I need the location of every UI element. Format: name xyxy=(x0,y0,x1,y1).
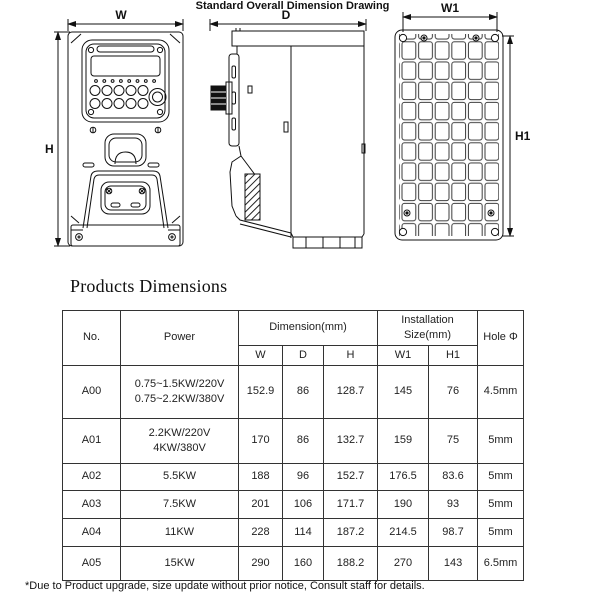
front-bottom-bar xyxy=(71,225,180,246)
cell-install-w1: 176.5 xyxy=(378,463,429,490)
cell-width: 152.9 xyxy=(239,365,283,418)
cell-install-w1: 145 xyxy=(378,365,429,418)
cell-depth: 96 xyxy=(283,463,324,490)
cell-install-h1: 76 xyxy=(429,365,478,418)
cell-height: 187.2 xyxy=(324,518,378,546)
cell-width: 170 xyxy=(239,418,283,463)
cell-install-h1: 83.6 xyxy=(429,463,478,490)
front-mid-screws xyxy=(90,127,161,133)
col-header-w: W xyxy=(239,345,283,365)
front-view-drawing xyxy=(45,6,193,252)
cell-model-no: A00 xyxy=(63,365,121,418)
side-top-plate xyxy=(232,31,364,46)
cell-hole-diameter: 5mm xyxy=(478,518,524,546)
dimensions-table xyxy=(62,310,524,581)
front-gland-cover xyxy=(83,171,168,228)
cell-model-no: A05 xyxy=(63,546,121,580)
cell-power: 15KW xyxy=(121,546,239,580)
keypad-buttons xyxy=(90,86,148,109)
cell-hole-diameter: 6.5mm xyxy=(478,546,524,580)
cell-install-w1: 270 xyxy=(378,546,429,580)
cell-install-w1: 190 xyxy=(378,490,429,518)
cell-power: 5.5KW xyxy=(121,463,239,490)
drawing-caption: Standard Overall Dimension Drawing xyxy=(195,0,390,12)
table-row xyxy=(63,365,524,418)
cell-install-w1: 159 xyxy=(378,418,429,463)
cell-height: 128.7 xyxy=(324,365,378,418)
cell-depth: 86 xyxy=(283,365,324,418)
cell-power: 7.5KW xyxy=(121,490,239,518)
cell-height: 171.7 xyxy=(324,490,378,518)
cell-model-no: A01 xyxy=(63,418,121,463)
cell-width: 188 xyxy=(239,463,283,490)
cell-model-no: A03 xyxy=(63,490,121,518)
cell-model-no: A02 xyxy=(63,463,121,490)
dim-label-d: D xyxy=(281,8,291,22)
col-header-w1: W1 xyxy=(378,345,429,365)
cell-model-no: A04 xyxy=(63,518,121,546)
keypad-knob xyxy=(149,89,166,106)
cell-depth: 160 xyxy=(283,546,324,580)
cell-install-h1: 93 xyxy=(429,490,478,518)
col-header-power: Power xyxy=(121,311,239,366)
dim-label-w: W xyxy=(115,8,127,22)
table-header xyxy=(63,311,524,366)
side-terminal-block xyxy=(291,233,364,248)
cell-install-h1: 143 xyxy=(429,546,478,580)
cell-height: 152.7 xyxy=(324,463,378,490)
col-header-h1: H1 xyxy=(429,345,478,365)
keypad-panel xyxy=(82,40,169,122)
cell-height: 132.7 xyxy=(324,418,378,463)
dim-label-h1: H1 xyxy=(515,129,531,143)
cell-install-h1: 75 xyxy=(429,418,478,463)
col-group-dimension: Dimension(mm) xyxy=(239,311,378,346)
table-row xyxy=(63,546,524,580)
table-row xyxy=(63,490,524,518)
col-header-h: H xyxy=(324,345,378,365)
cell-width: 290 xyxy=(239,546,283,580)
footnote: *Due to Product upgrade, size update without prior notice, Consult staff for details. xyxy=(25,580,425,592)
section-title: Products Dimensions xyxy=(70,276,228,296)
col-group-installation: Installation Size(mm) xyxy=(378,311,478,346)
cell-power: 11KW xyxy=(121,518,239,546)
table-row xyxy=(63,418,524,463)
back-heatsink-grid xyxy=(399,34,499,236)
cell-depth: 106 xyxy=(283,490,324,518)
cell-power: 0.75~1.5KW/220V 0.75~2.2KW/380V xyxy=(121,365,239,418)
cell-hole-diameter: 4.5mm xyxy=(478,365,524,418)
cell-hole-diameter: 5mm xyxy=(478,463,524,490)
back-view-drawing xyxy=(384,0,540,252)
dim-label-w1: W1 xyxy=(441,1,459,15)
cell-install-w1: 214.5 xyxy=(378,518,429,546)
cell-height: 188.2 xyxy=(324,546,378,580)
col-header-no: No. xyxy=(63,311,121,366)
table-row xyxy=(63,518,524,546)
cell-depth: 114 xyxy=(283,518,324,546)
col-header-d: D xyxy=(283,345,324,365)
front-handle xyxy=(105,134,146,166)
side-view-drawing xyxy=(196,6,376,252)
cell-hole-diameter: 5mm xyxy=(478,490,524,518)
keypad-display xyxy=(91,56,160,76)
cell-depth: 86 xyxy=(283,418,324,463)
cell-hole-diameter: 5mm xyxy=(478,418,524,463)
col-header-hole: Hole Φ xyxy=(478,311,524,366)
cell-install-h1: 98.7 xyxy=(429,518,478,546)
table-body xyxy=(63,365,524,580)
keypad-led-dots xyxy=(95,80,156,83)
cell-width: 228 xyxy=(239,518,283,546)
table-row xyxy=(63,463,524,490)
dim-label-h: H xyxy=(45,142,54,156)
cell-power: 2.2KW/220V 4KW/380V xyxy=(121,418,239,463)
cell-width: 201 xyxy=(239,490,283,518)
side-vent-hatch xyxy=(245,174,260,220)
